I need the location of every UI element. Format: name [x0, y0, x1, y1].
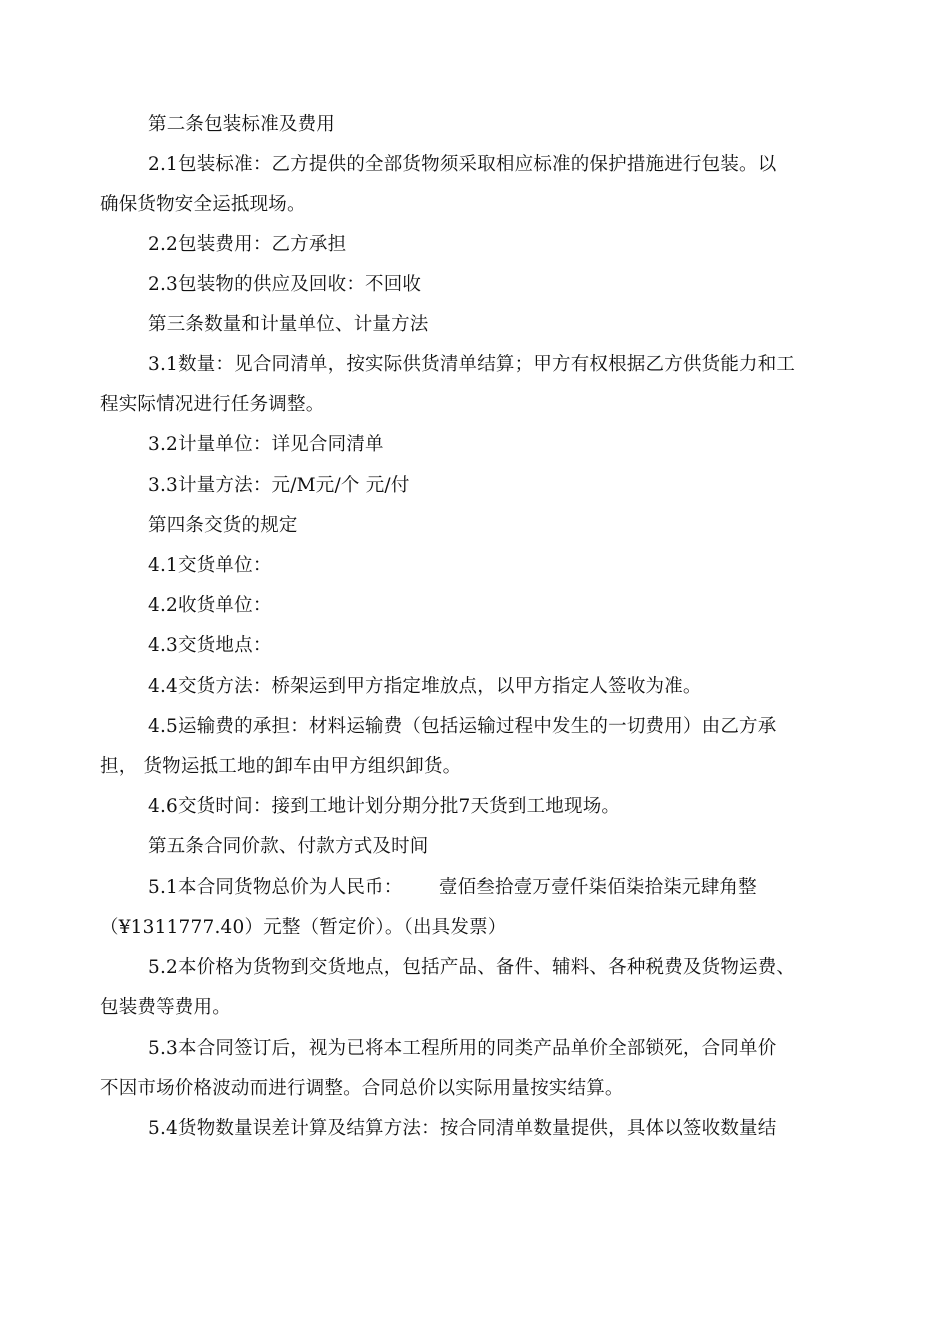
paragraph-line: 4.6交货时间：接到工地计划分期分批7天货到工地现场。: [148, 796, 621, 817]
paragraph-line: 4.1交货单位：: [148, 555, 272, 576]
paragraph-line: 程实际情况进行任务调整。: [100, 394, 325, 415]
paragraph-line: 5.1本合同货物总价为人民币： 壹佰叁拾壹万壹仟柒佰柒拾柒元肆角整: [148, 877, 757, 898]
paragraph-line: 4.4交货方法：桥架运到甲方指定堆放点，以甲方指定人签收为准。: [148, 676, 702, 697]
paragraph-line: 2.2包装费用：乙方承担: [148, 234, 347, 255]
paragraph-line: 5.4货物数量误差计算及结算方法：按合同清单数量提供，具体以签收数量结: [148, 1118, 777, 1139]
paragraph-line: 2.1包装标准：乙方提供的全部货物须采取相应标准的保护措施进行包装。以: [148, 154, 777, 175]
paragraph-line: 担， 货物运抵工地的卸车由甲方组织卸货。: [100, 756, 462, 777]
paragraph-line: 包装费等费用。: [100, 997, 231, 1018]
paragraph-line: 确保货物安全运抵现场。: [100, 194, 306, 215]
paragraph-line: （¥1311777.40）元整（暂定价）。（出具发票）: [100, 917, 507, 938]
section-heading-5: 第五条合同价款、付款方式及时间: [148, 836, 429, 857]
paragraph-line: 3.2计量单位：详见合同清单: [148, 434, 384, 455]
paragraph-line: 4.5运输费的承担：材料运输费（包括运输过程中发生的一切费用）由乙方承: [148, 716, 777, 737]
paragraph-line: 5.3本合同签订后，视为已将本工程所用的同类产品单价全部锁死，合同单价: [148, 1038, 777, 1059]
paragraph-line: 4.2收货单位：: [148, 595, 272, 616]
paragraph-line: 3.3计量方法：元/M元/个 元/付: [148, 475, 410, 496]
paragraph-line: 3.1数量：见合同清单，按实际供货清单结算；甲方有权根据乙方供货能力和工: [148, 354, 796, 375]
paragraph-line: 不因市场价格波动而进行调整。合同总价以实际用量按实结算。: [100, 1078, 624, 1099]
paragraph-line: 4.3交货地点：: [148, 635, 272, 656]
paragraph-line: 2.3包装物的供应及回收：不回收: [148, 274, 422, 295]
section-heading-3: 第三条数量和计量单位、计量方法: [148, 314, 429, 335]
paragraph-line: 5.2本价格为货物到交货地点，包括产品、备件、辅料、各种税费及货物运费、: [148, 957, 796, 978]
section-heading-2: 第二条包装标准及费用: [148, 114, 336, 135]
section-heading-4: 第四条交货的规定: [148, 515, 298, 536]
